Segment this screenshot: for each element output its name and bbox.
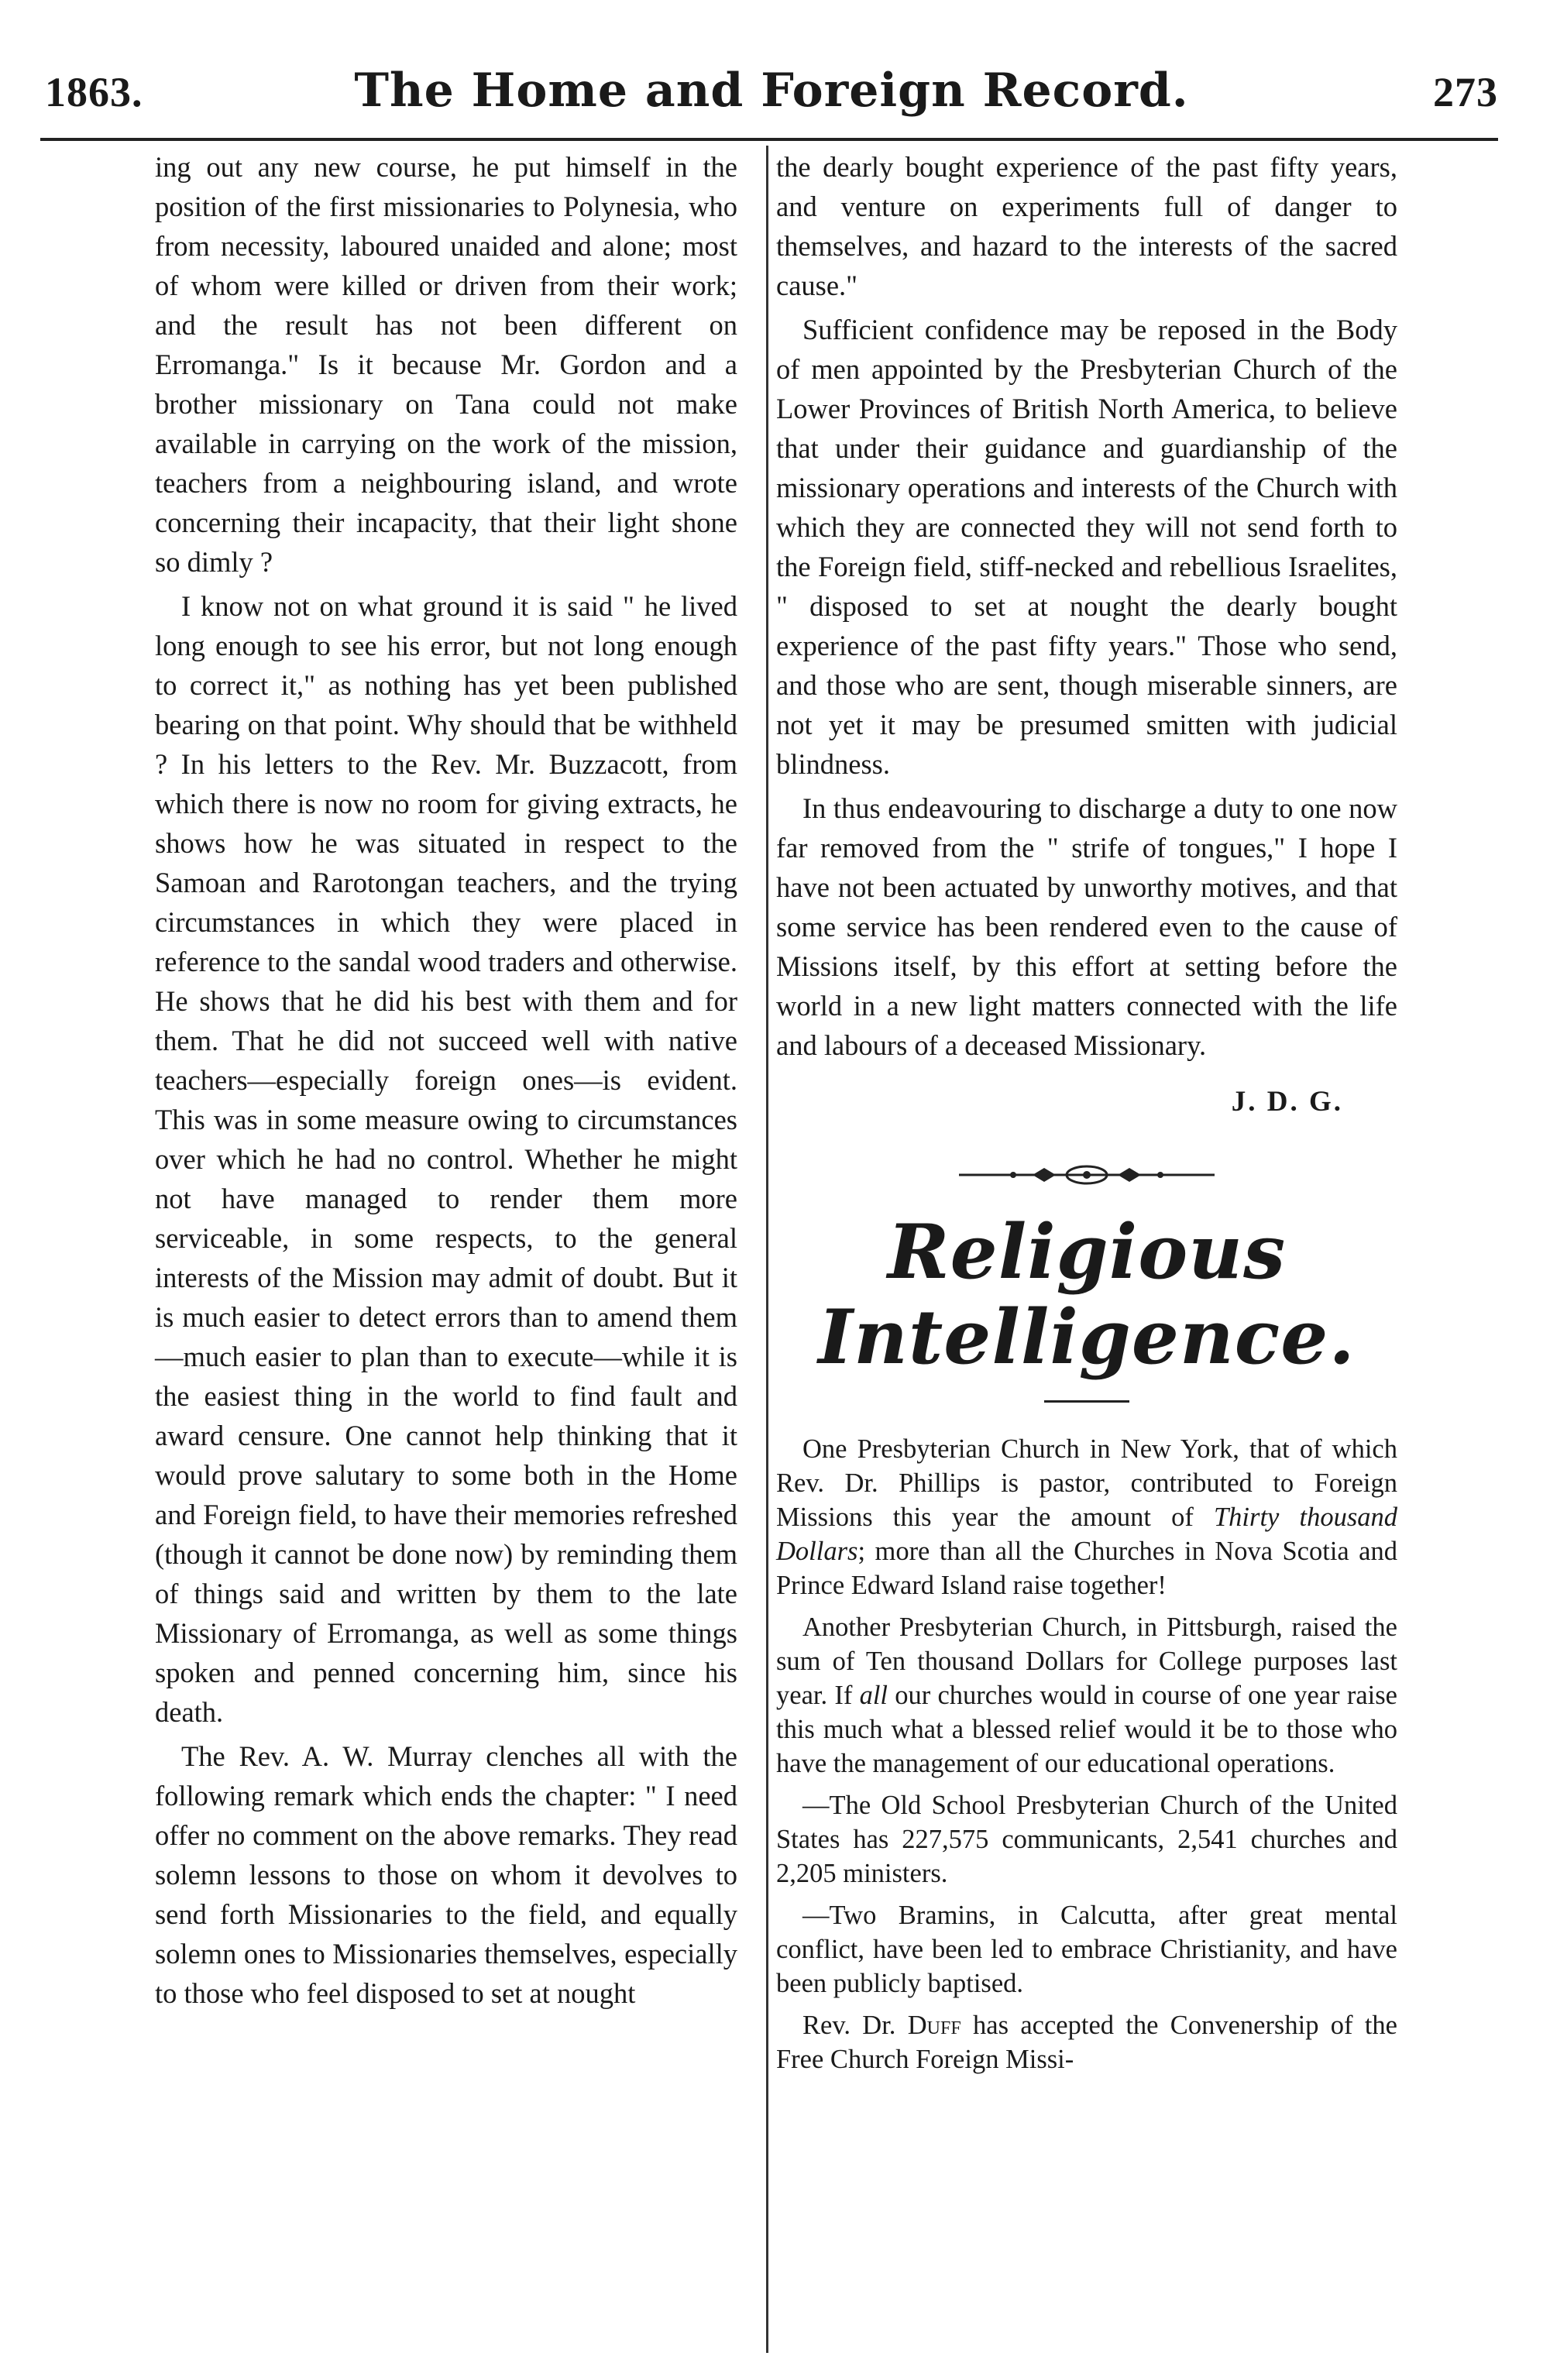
news-item [776, 1898, 1397, 2001]
news-text: —The Old School Presbyterian Church of the United States has 227,575 communicants, 2,541 churches and 2,205 ministers. [776, 1791, 1397, 1888]
news-text: Rev. Dr. [802, 2011, 908, 2040]
news-text: Another Presbyterian Church, in Pittsburgh, raised the sum of Ten thousand Dollars for College purposes last year. If [776, 1612, 1397, 1710]
left-paragraph-2: I know not on what ground it is said " he lived long enough to see his error, but not long enough to correct it," as nothing has yet been published bearing on that point. Why should that be withheld ? In his letters to the Rev. Mr. Buzzacott, from which there is now no room for giving extracts, he shows how he was situated in respect to the Samoan and Rarotongan teachers, and the trying circumstances in which they were placed in reference to the sandal wood traders and otherwise. He shows that he did his best with them and for them. That he did not succeed well with native teachers—especially foreign ones—is evident. This was in some measure owing to circumstances over which he had no control. Whether he might not have managed to render them more serviceable, in some respects, to the general interests of the Mission may admit of doubt. But it is much easier to detect errors than to amend them—much easier to plan than to execute—while it is the easiest thing in the world to find fault and award censure. One cannot help thinking that it would prove salutary to some both in the Home and Foreign field, to have their memories refreshed (though it cannot be done now) by reminding them of things said and written by them to the late Missionary of Erromanga, as well as some things spoken and penned concerning him, since his death. [155, 590, 737, 1728]
ornamental-divider-icon [959, 1163, 1215, 1187]
right-paragraph-3: In thus endeavouring to discharge a duty to one now far removed from the " strife of tongues," I hope I have not been actuated by unworthy motives, and that some service has been rendered even to the cause of Missions itself, by this effort at setting before the world in a new light matters connected with the life and labours of a deceased Missionary. [776, 792, 1397, 1061]
section-heading: Religious Intelligence. [818, 1208, 1356, 1381]
header-title: The Home and Foreign Record. [354, 64, 1189, 118]
right-paragraph-1: the dearly bought experience of the past fifty years, and venture on experiments full of danger to themselves, and hazard to the interests of the sacred cause." [776, 151, 1397, 301]
signature: J. D. G. [1231, 1086, 1343, 1118]
news-emphasis: all [859, 1681, 888, 1710]
left-column [155, 147, 737, 2018]
news-text: has accepted the Convenership of the Free Church Foreign Missi- [776, 2011, 1397, 2074]
header-year: 1863. [45, 69, 143, 115]
news-item [776, 1788, 1397, 1891]
news-emphasis: Duff [907, 2011, 961, 2040]
news-item [776, 2008, 1397, 2076]
left-paragraph-1: ing out any new course, he put himself in the position of the first missionaries to Polynesia, who from necessity, laboured unaided and alone; most of whom were killed or driven from their work; and the result has not been different on Erromanga." Is it because Mr. Gordon and a brother missionary on Tana could not make available in carrying on the work of the mission, teachers from a neighbouring island, and wrote concerning their incapacity, that their light shone so dimly ? [155, 151, 737, 578]
column-divider [766, 146, 768, 2353]
news-emphasis: Thirty thousand Dollars [776, 1503, 1397, 1566]
news-text: ; more than all the Churches in Nova Scotia and Prince Edward Island raise together! [776, 1537, 1397, 1600]
page-header [45, 64, 1498, 138]
news-text: One Presbyterian Church in New York, that of which Rev. Dr. Phillips is pastor, contributed to Foreign Missions this year the amount of [776, 1434, 1397, 1532]
right-paragraph-2: Sufficient confidence may be reposed in the Body of men appointed by the Presbyterian Church of the Lower Provinces of British North America, to believe that under their guidance and guardianship of the missionary operations and interests of the Church with which they are connected they will not send forth to the Foreign field, stiff-necked and rebellious Israelites, " disposed to set at nought the dearly bought experience of the past fifty years." Those who send, and those who are sent, though miserable sinners, are not yet it may be presumed smitten with judicial blindness. [776, 314, 1397, 780]
news-item [776, 1610, 1397, 1781]
news-item [776, 1432, 1397, 1602]
heading-rule [1044, 1400, 1129, 1403]
left-paragraph-3: The Rev. A. W. Murray clenches all with the following remark which ends the chapter: " I need offer no comment on the above remarks. They read solemn lessons to those on whom it devolves to send forth Missionaries to the field, and equally solemn ones to Missionaries themselves, especially to those who feel disposed to set at nought [155, 1740, 737, 2009]
news-text: our churches would in course of one year raise this much what a blessed relief would it be to those who have the management of our educational operations. [776, 1681, 1397, 1778]
news-text: —Two Bramins, in Calcutta, after great mental conflict, have been led to embrace Christianity, and have been publicly baptised. [776, 1901, 1397, 1998]
right-column [776, 147, 1397, 2084]
header-rule [40, 138, 1498, 141]
header-page-number: 273 [1433, 69, 1498, 115]
